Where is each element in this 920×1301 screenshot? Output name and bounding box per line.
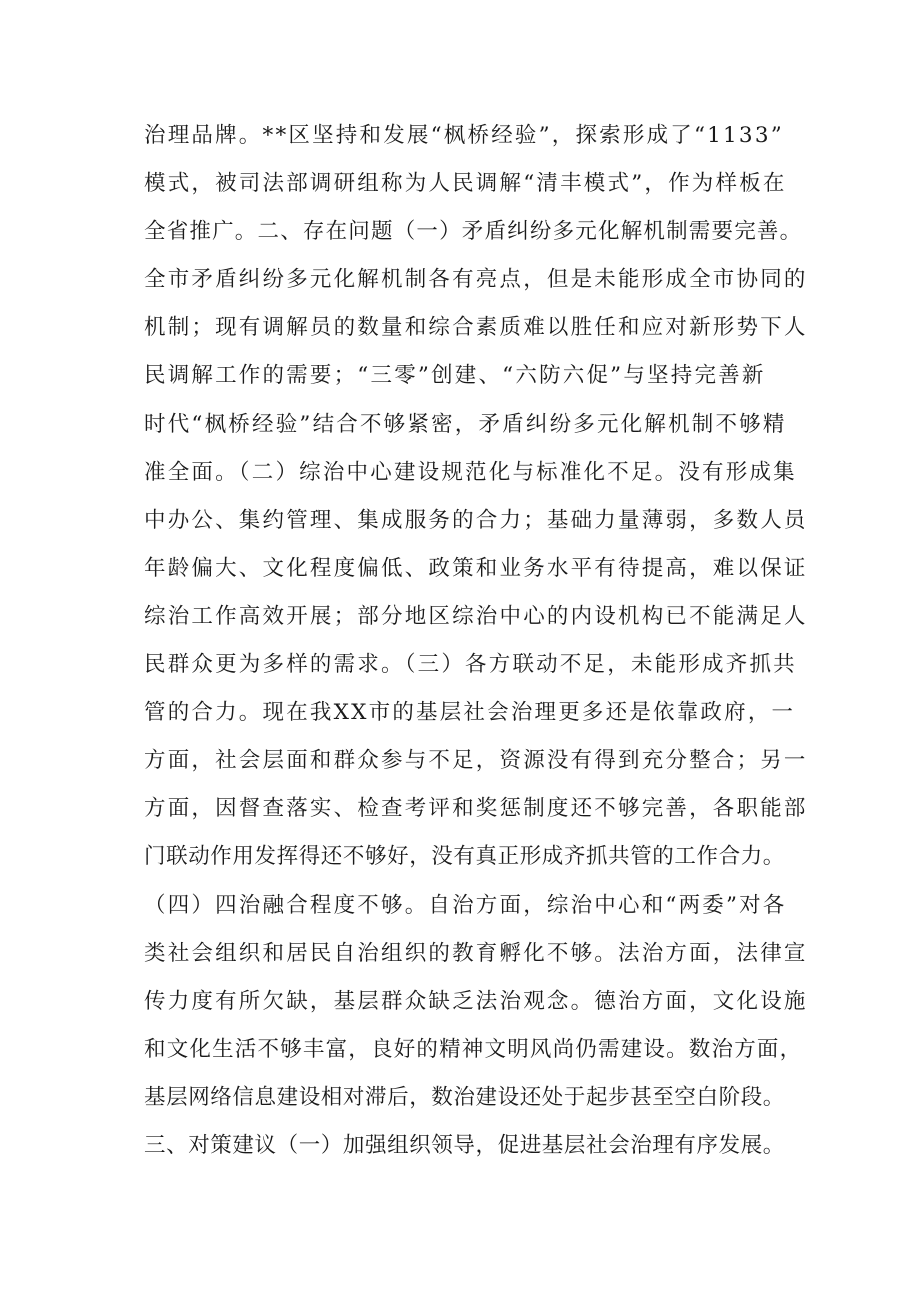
document-body <box>144 112 834 1170</box>
text-line: 年龄偏大、文化程度偏低、政策和业务水平有待提高，难以保证 <box>144 555 808 581</box>
text-line: 中办公、集约管理、集成服务的合力；基础力量薄弱，多数人员 <box>144 507 808 533</box>
text-line: 综治工作高效开展；部分地区综治中心的内设机构已不能满足人 <box>144 603 808 629</box>
text-line: 和文化生活不够丰富，良好的精神文明风尚仍需建设。数治方面， <box>144 1036 803 1062</box>
text-line: 传力度有所欠缺，基层群众缺乏法治观念。德治方面，文化设施 <box>144 988 808 1014</box>
text-line: 方面，社会层面和群众参与不足，资源没有得到充分整合；另一 <box>144 748 808 774</box>
text-line: 时代“枫桥经验”结合不够紧密，矛盾纠纷多元化解机制不够精 <box>144 411 787 437</box>
text-line: 民群众更为多样的需求。（三）各方联动不足，未能形成齐抓共 <box>144 652 797 678</box>
text-line: 民调解工作的需要；“三零”创建、“六防六促”与坚持完善新 <box>144 363 766 389</box>
text-line: 机制；现有调解员的数量和综合素质难以胜任和应对新形势下人 <box>144 315 808 341</box>
text-line: 管的合力。现在我XX市的基层社会治理更多还是依靠政府，一 <box>144 700 796 726</box>
text-line: 类社会组织和居民自治组织的教育孵化不够。法治方面，法律宣 <box>144 940 808 966</box>
text-line: 门联动作用发挥得还不够好，没有真正形成齐抓共管的工作合力。 <box>144 844 785 870</box>
text-line: 全市矛盾纠纷多元化解机制各有亮点，但是未能形成全市协同的 <box>144 267 808 293</box>
text-line: 三、对策建议（一）加强组织领导，促进基层社会治理有序发展。 <box>144 1132 785 1158</box>
text-line: 准全面。（二）综治中心建设规范化与标准化不足。没有形成集 <box>144 459 797 485</box>
text-line: 基层网络信息建设相对滞后，数治建设还处于起步甚至空白阶段。 <box>144 1084 785 1110</box>
text-line: 治理品牌。**区坚持和发展“枫桥经验”，探索形成了“1133” <box>144 123 784 148</box>
text-line: 全省推广。二、存在问题（一）矛盾纠纷多元化解机制需要完善。 <box>144 219 803 245</box>
text-line: 模式，被司法部调研组称为人民调解“清丰模式”，作为样板在 <box>144 171 787 197</box>
text-line: 方面，因督查落实、检查考评和奖惩制度还不够完善，各职能部 <box>144 796 808 822</box>
text-line: （四）四治融合程度不够。自治方面，综治中心和“两委”对各 <box>144 892 787 918</box>
